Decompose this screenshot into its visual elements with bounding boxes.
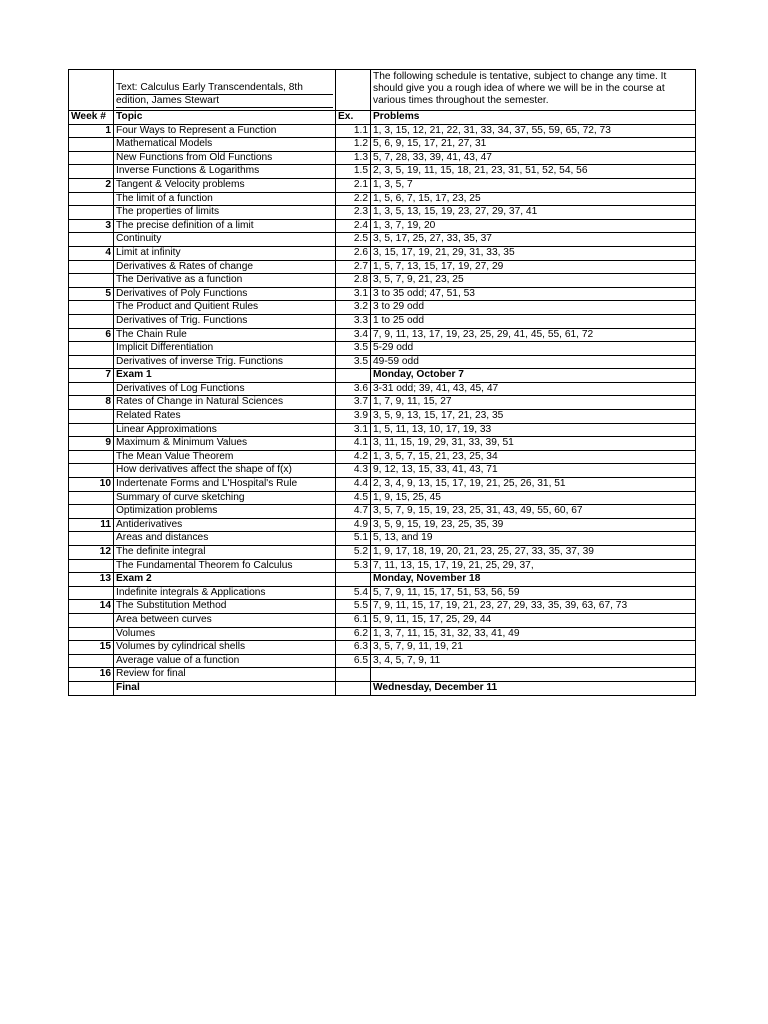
week-number-cell: 8 [69, 396, 114, 410]
table-row [69, 410, 696, 424]
problems-cell: 1, 3, 7, 11, 15, 31, 32, 33, 41, 49 [371, 627, 696, 641]
table-row [69, 532, 696, 546]
table-row [69, 546, 696, 560]
week-number-cell: 16 [69, 668, 114, 682]
table-row [69, 437, 696, 451]
table-row [69, 206, 696, 220]
problems-cell: 5-29 odd [371, 342, 696, 356]
problems-cell: 1, 9, 15, 25, 45 [371, 491, 696, 505]
textbook-label: Text: [116, 82, 141, 93]
table-row [69, 192, 696, 206]
exercise-cell [336, 681, 371, 695]
topic-cell: Average value of a function [114, 654, 336, 668]
exercise-cell: 2.5 [336, 233, 371, 247]
week-number-cell: 12 [69, 546, 114, 560]
problems-cell: 2, 3, 5, 19, 11, 15, 18, 21, 23, 31, 51, 52, 54, 56 [371, 165, 696, 179]
topic-cell: Summary of curve sketching [114, 491, 336, 505]
week-number-cell: 1 [69, 124, 114, 138]
topic-cell: The Substitution Method [114, 600, 336, 614]
table-row [69, 478, 696, 492]
column-header-week: Week # [69, 111, 114, 125]
week-number-cell [69, 342, 114, 356]
exercise-cell: 4.9 [336, 518, 371, 532]
topic-cell: The Chain Rule [114, 328, 336, 342]
topic-cell: Volumes by cylindrical shells [114, 641, 336, 655]
problems-cell: 1, 5, 11, 13, 10, 17, 19, 33 [371, 423, 696, 437]
problems-cell: 49-59 odd [371, 355, 696, 369]
week-number-cell [69, 464, 114, 478]
table-row [69, 369, 696, 383]
week-number-cell [69, 491, 114, 505]
topic-cell: The precise definition of a limit [114, 219, 336, 233]
problems-cell: 9, 12, 13, 15, 33, 41, 43, 71 [371, 464, 696, 478]
problems-cell: 3, 11, 15, 19, 29, 31, 33, 39, 51 [371, 437, 696, 451]
problems-cell: 5, 7, 28, 33, 39, 41, 43, 47 [371, 151, 696, 165]
textbook-cell [114, 70, 336, 111]
exercise-cell: 3.9 [336, 410, 371, 424]
textbook-line-1 [116, 82, 333, 95]
topic-cell: Volumes [114, 627, 336, 641]
exercise-cell: 6.3 [336, 641, 371, 655]
topic-cell: Limit at infinity [114, 246, 336, 260]
week-number-cell [69, 681, 114, 695]
exercise-cell: 3.5 [336, 355, 371, 369]
exercise-cell: 6.5 [336, 654, 371, 668]
week-number-cell: 4 [69, 246, 114, 260]
table-row [69, 627, 696, 641]
exercise-cell: 4.5 [336, 491, 371, 505]
column-header-ex: Ex. [336, 111, 371, 125]
problems-cell: 3, 5, 7, 9, 15, 19, 23, 25, 31, 43, 49, 55, 60, 67 [371, 505, 696, 519]
table-row [69, 178, 696, 192]
exercise-cell: 2.1 [336, 178, 371, 192]
table-row [69, 505, 696, 519]
topic-cell: The definite integral [114, 546, 336, 560]
exercise-cell: 2.8 [336, 274, 371, 288]
blank-week-cell [69, 70, 114, 111]
week-number-cell [69, 382, 114, 396]
problems-cell: Monday, October 7 [371, 369, 696, 383]
week-number-cell: 13 [69, 573, 114, 587]
topic-cell: Four Ways to Represent a Function [114, 124, 336, 138]
topic-cell: Tangent & Velocity problems [114, 178, 336, 192]
week-number-cell: 15 [69, 641, 114, 655]
week-number-cell [69, 355, 114, 369]
table-row [69, 586, 696, 600]
week-number-cell [69, 260, 114, 274]
topic-cell: The Mean Value Theorem [114, 450, 336, 464]
problems-cell: 1, 3, 15, 12, 21, 22, 31, 33, 34, 37, 55, 59, 65, 72, 73 [371, 124, 696, 138]
table-row [69, 274, 696, 288]
exercise-cell: 4.3 [336, 464, 371, 478]
column-header-row [69, 111, 696, 125]
table-row [69, 600, 696, 614]
table-row [69, 219, 696, 233]
week-number-cell: 6 [69, 328, 114, 342]
problems-cell: 1, 3, 5, 7 [371, 178, 696, 192]
week-number-cell: 11 [69, 518, 114, 532]
week-number-cell [69, 450, 114, 464]
table-row [69, 246, 696, 260]
week-number-cell [69, 138, 114, 152]
topic-cell: How derivatives affect the shape of f(x) [114, 464, 336, 478]
week-number-cell [69, 627, 114, 641]
table-row [69, 151, 696, 165]
exercise-cell: 5.3 [336, 559, 371, 573]
problems-cell: Monday, November 18 [371, 573, 696, 587]
exercise-cell: 5.4 [336, 586, 371, 600]
topic-cell: Derivatives of Trig. Functions [114, 314, 336, 328]
exercise-cell: 5.2 [336, 546, 371, 560]
topic-cell: The Product and Quitient Rules [114, 301, 336, 315]
problems-cell: 1, 3, 7, 19, 20 [371, 219, 696, 233]
table-row [69, 342, 696, 356]
problems-cell: Wednesday, December 11 [371, 681, 696, 695]
exercise-cell: 2.2 [336, 192, 371, 206]
exercise-cell: 1.1 [336, 124, 371, 138]
problems-cell: 7, 11, 13, 15, 17, 19, 21, 25, 29, 37, [371, 559, 696, 573]
table-row [69, 668, 696, 682]
table-row [69, 464, 696, 478]
table-row [69, 138, 696, 152]
topic-cell: Derivatives of Log Functions [114, 382, 336, 396]
week-number-cell [69, 586, 114, 600]
exercise-cell: 3.1 [336, 423, 371, 437]
exercise-cell: 3.1 [336, 287, 371, 301]
topic-cell: Continuity [114, 233, 336, 247]
topic-cell: Inverse Functions & Logarithms [114, 165, 336, 179]
week-number-cell: 7 [69, 369, 114, 383]
exercise-cell: 3.6 [336, 382, 371, 396]
exercise-cell [336, 573, 371, 587]
table-row [69, 382, 696, 396]
exercise-cell: 2.3 [336, 206, 371, 220]
exercise-cell: 1.3 [336, 151, 371, 165]
problems-cell: 1, 5, 6, 7, 15, 17, 23, 25 [371, 192, 696, 206]
exercise-cell [336, 668, 371, 682]
problems-cell: 3, 15, 17, 19, 21, 29, 31, 33, 35 [371, 246, 696, 260]
week-number-cell: 9 [69, 437, 114, 451]
exercise-cell: 3.4 [336, 328, 371, 342]
table-row [69, 641, 696, 655]
topic-cell: Derivatives of Poly Functions [114, 287, 336, 301]
table-row [69, 165, 696, 179]
week-number-cell: 3 [69, 219, 114, 233]
exercise-cell: 3.5 [336, 342, 371, 356]
table-row [69, 233, 696, 247]
problems-cell: 7, 9, 11, 13, 17, 19, 23, 25, 29, 41, 45, 55, 61, 72 [371, 328, 696, 342]
problems-cell: 1 to 25 odd [371, 314, 696, 328]
exercise-cell: 4.7 [336, 505, 371, 519]
problems-cell: 1, 5, 7, 13, 15, 17, 19, 27, 29 [371, 260, 696, 274]
table-row [69, 301, 696, 315]
week-number-cell [69, 559, 114, 573]
topic-cell: Review for final [114, 668, 336, 682]
table-row [69, 573, 696, 587]
table-row [69, 396, 696, 410]
exercise-cell: 6.2 [336, 627, 371, 641]
topic-cell: Indefinite integrals & Applications [114, 586, 336, 600]
textbook-header-row [69, 70, 696, 111]
table-row [69, 314, 696, 328]
problems-cell: 3, 5, 17, 25, 27, 33, 35, 37 [371, 233, 696, 247]
topic-cell: Rates of Change in Natural Sciences [114, 396, 336, 410]
exercise-cell: 5.1 [336, 532, 371, 546]
exercise-cell: 2.4 [336, 219, 371, 233]
schedule-note: The following schedule is tentative, subject to change any time. It should give you a rough idea of where we will be in the course at various times throughout the semester. [371, 70, 696, 111]
exercise-cell: 2.7 [336, 260, 371, 274]
table-row [69, 613, 696, 627]
problems-cell: 7, 9, 11, 15, 17, 19, 21, 23, 27, 29, 33, 35, 39, 63, 67, 73 [371, 600, 696, 614]
topic-cell: Implicit Differentiation [114, 342, 336, 356]
exercise-cell: 1.5 [336, 165, 371, 179]
week-number-cell [69, 206, 114, 220]
table-row [69, 681, 696, 695]
week-number-cell [69, 314, 114, 328]
problems-cell: 1, 9, 17, 18, 19, 20, 21, 23, 25, 27, 33, 35, 37, 39 [371, 546, 696, 560]
problems-cell: 3 to 35 odd; 47, 51, 53 [371, 287, 696, 301]
problems-cell: 3, 5, 7, 9, 21, 23, 25 [371, 274, 696, 288]
blank-ex-cell [336, 70, 371, 111]
exercise-cell: 2.6 [336, 246, 371, 260]
course-schedule-table [68, 69, 696, 696]
schedule-body [69, 70, 696, 696]
problems-cell: 3, 4, 5, 7, 9, 11 [371, 654, 696, 668]
week-number-cell [69, 151, 114, 165]
week-number-cell [69, 410, 114, 424]
column-header-problems: Problems [371, 111, 696, 125]
problems-cell: 5, 13, and 19 [371, 532, 696, 546]
topic-cell: Mathematical Models [114, 138, 336, 152]
table-row [69, 491, 696, 505]
topic-cell: Derivatives & Rates of change [114, 260, 336, 274]
table-row [69, 423, 696, 437]
topic-cell: Derivatives of inverse Trig. Functions [114, 355, 336, 369]
exercise-cell: 6.1 [336, 613, 371, 627]
week-number-cell [69, 233, 114, 247]
week-number-cell: 5 [69, 287, 114, 301]
week-number-cell [69, 532, 114, 546]
problems-cell: 5, 7, 9, 11, 15, 17, 51, 53, 56, 59 [371, 586, 696, 600]
topic-cell: Area between curves [114, 613, 336, 627]
exercise-cell: 4.2 [336, 450, 371, 464]
exercise-cell: 4.1 [336, 437, 371, 451]
problems-cell: 5, 6, 9, 15, 17, 21, 27, 31 [371, 138, 696, 152]
topic-cell: The limit of a function [114, 192, 336, 206]
problems-cell: 3, 5, 7, 9, 11, 19, 21 [371, 641, 696, 655]
table-row [69, 450, 696, 464]
problems-cell: 2, 3, 4, 9, 13, 15, 17, 19, 21, 25, 26, 31, 51 [371, 478, 696, 492]
exercise-cell: 1.2 [336, 138, 371, 152]
problems-cell: 1, 3, 5, 13, 15, 19, 23, 27, 29, 37, 41 [371, 206, 696, 220]
problems-cell: 3, 5, 9, 15, 19, 23, 25, 35, 39 [371, 518, 696, 532]
table-row [69, 654, 696, 668]
topic-cell: New Functions from Old Functions [114, 151, 336, 165]
week-number-cell [69, 301, 114, 315]
week-number-cell [69, 192, 114, 206]
exercise-cell: 4.4 [336, 478, 371, 492]
exercise-cell: 3.3 [336, 314, 371, 328]
table-row [69, 328, 696, 342]
topic-cell: Optimization problems [114, 505, 336, 519]
textbook-line-2: edition, James Stewart [116, 95, 333, 108]
table-row [69, 260, 696, 274]
topic-cell: Related Rates [114, 410, 336, 424]
week-number-cell [69, 423, 114, 437]
problems-cell: 3, 5, 9, 13, 15, 17, 21, 23, 35 [371, 410, 696, 424]
week-number-cell [69, 274, 114, 288]
topic-cell: Linear Approximations [114, 423, 336, 437]
exercise-cell: 3.7 [336, 396, 371, 410]
exercise-cell [336, 369, 371, 383]
table-row [69, 287, 696, 301]
exercise-cell: 3.2 [336, 301, 371, 315]
textbook-title-line-1: Calculus Early Transcendentals, 8th [140, 82, 303, 93]
topic-cell: Areas and distances [114, 532, 336, 546]
table-row [69, 518, 696, 532]
week-number-cell: 14 [69, 600, 114, 614]
problems-cell [371, 668, 696, 682]
topic-cell: Final [114, 681, 336, 695]
problems-cell: 5, 9, 11, 15, 17, 25, 29, 44 [371, 613, 696, 627]
table-row [69, 124, 696, 138]
table-row [69, 355, 696, 369]
topic-cell: Indertenate Forms and L'Hospital's Rule [114, 478, 336, 492]
problems-cell: 3 to 29 odd [371, 301, 696, 315]
problems-cell: 3-31 odd; 39, 41, 43, 45, 47 [371, 382, 696, 396]
week-number-cell: 2 [69, 178, 114, 192]
topic-cell: Maximum & Minimum Values [114, 437, 336, 451]
exercise-cell: 5.5 [336, 600, 371, 614]
topic-cell: Exam 2 [114, 573, 336, 587]
week-number-cell [69, 505, 114, 519]
problems-cell: 1, 3, 5, 7, 15, 21, 23, 25, 34 [371, 450, 696, 464]
week-number-cell [69, 613, 114, 627]
week-number-cell [69, 165, 114, 179]
topic-cell: Exam 1 [114, 369, 336, 383]
week-number-cell: 10 [69, 478, 114, 492]
problems-cell: 1, 7, 9, 11, 15, 27 [371, 396, 696, 410]
table-row [69, 559, 696, 573]
topic-cell: The Fundamental Theorem fo Calculus [114, 559, 336, 573]
topic-cell: The properties of limits [114, 206, 336, 220]
topic-cell: Antiderivatives [114, 518, 336, 532]
week-number-cell [69, 654, 114, 668]
topic-cell: The Derivative as a function [114, 274, 336, 288]
column-header-topic: Topic [114, 111, 336, 125]
